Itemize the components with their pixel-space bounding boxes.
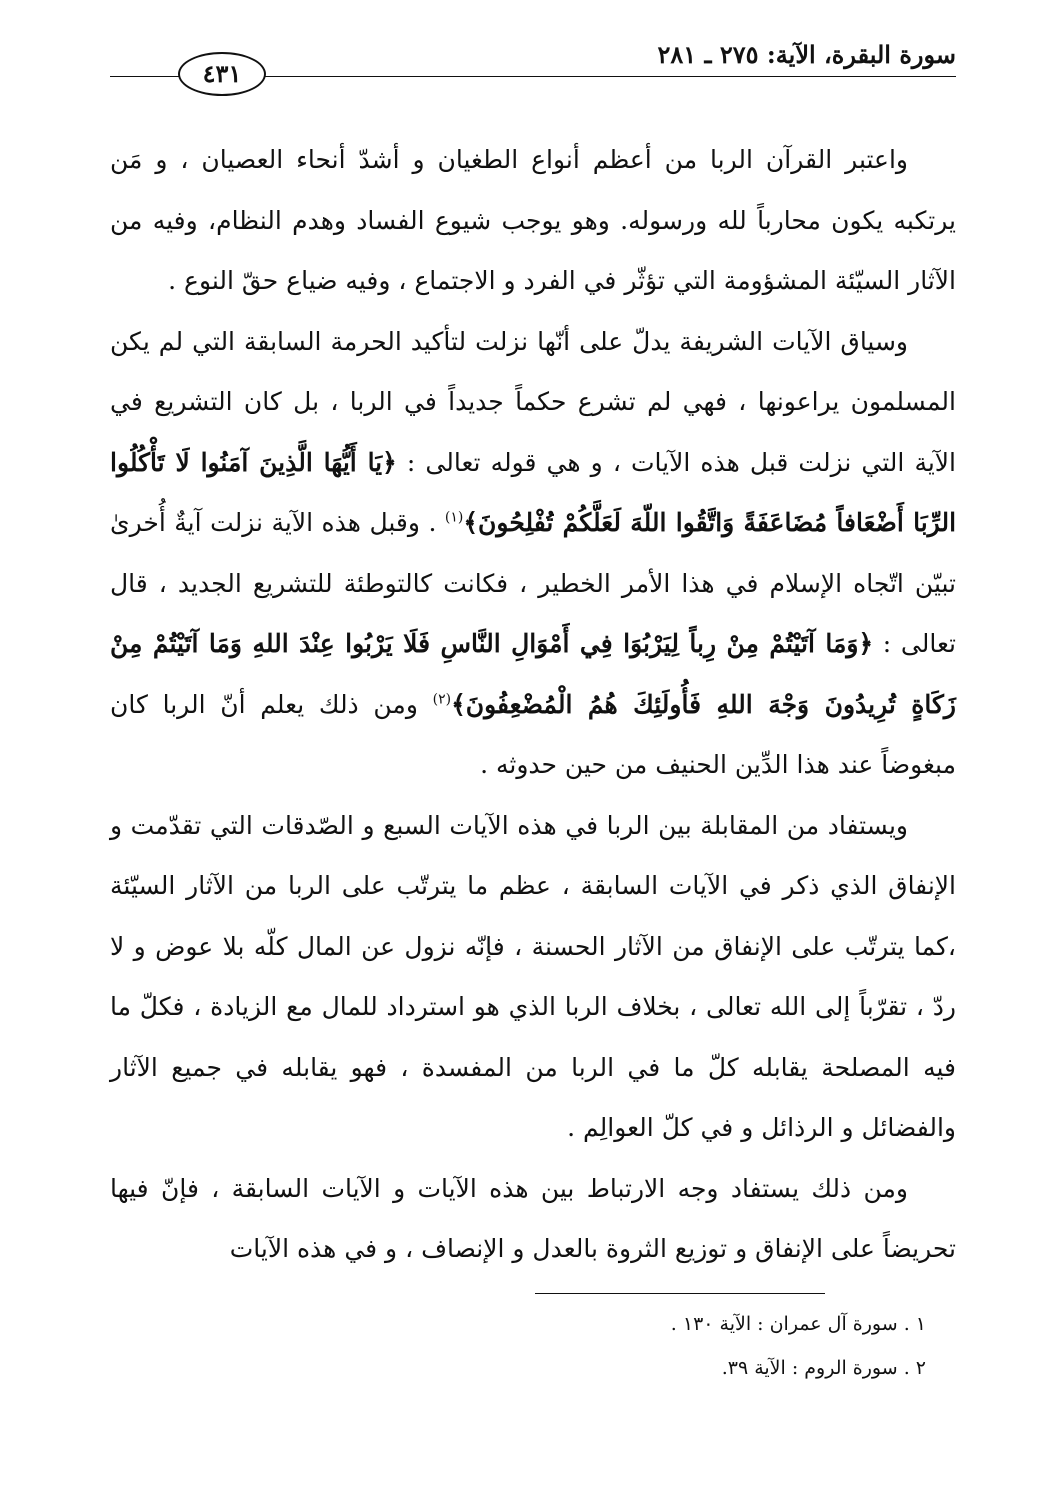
- quran-verse: ﴿وَمَا آتَيْتُمْ مِنْ رِباً لِيَرْبُوَا فِي أَمْوَالِ النَّاسِ فَلَا يَرْبُوا عِنْدَ اللهِ وَمَا آتَيْتُمْ مِنْ زَكَاةٍ تُرِيدُونَ وَجْهَ اللهِ فَأُولَئِكَ هُمُ الْمُضْعِفُونَ﴾: [110, 629, 957, 719]
- header-title: سورة البقرة، الآية: ٢٧٥ ـ ٢٨١: [657, 40, 956, 69]
- footnote-marker: (١): [444, 509, 464, 526]
- paragraph: [110, 130, 956, 312]
- footnote-divider: [535, 1293, 825, 1294]
- running-header: [110, 40, 956, 88]
- footnote: ٢ . سورة الروم : الآية ٣٩.: [721, 1357, 926, 1379]
- paragraph: [110, 796, 956, 1159]
- paragraph: [110, 312, 956, 796]
- page-number: ٤٣١: [178, 52, 266, 96]
- text-run: واعتبر القرآن الربا من أعظم أنواع الطغيان و أشدّ أنحاء العصيان ، و مَن يرتكبه يكون محارباً لله ورسوله. وهو يوجب شيوع الفساد وهدم النظام، وفيه من الآثار السيّئة المشؤومة التي تؤثّر في الفرد و الاجتماع ، وفيه ضياع حقّ النوع .: [110, 145, 956, 295]
- quran-verse: ﴿يَا أَيُّهَا الَّذِينَ آمَنُوا لَا تَأْكُلُوا الرِّبَا أَضْعَافاً مُضَاعَفَةً وَاتَّقُوا اللّهَ لَعَلَّكُمْ تُفْلِحُونَ﴾: [110, 447, 957, 537]
- body-text: [110, 130, 956, 1280]
- footnotes: [110, 1313, 956, 1401]
- footnote-marker: (٢): [432, 691, 452, 708]
- text-run: وسياق الآيات الشريفة يدلّ على أنّها نزلت لتأكيد الحرمة السابقة التي لم يكن المسلمون يراعونها ، فهي لم تشرع حكماً جديداً في الربا ، بل كان التشريع في الآية التي نزلت قبل هذه الآيات ، و هي قوله تعالى :: [110, 326, 957, 477]
- text-run: . وقبل هذه الآية نزلت آيةٌ أُخرىٰ تبيّن اتّجاه الإسلام في هذا الأمر الخطير ، فكانت كالتوطئة للتشريع الجديد ، قال تعالى :: [110, 508, 956, 658]
- paragraph: [110, 1159, 956, 1280]
- footnote: ١ . سورة آل عمران : الآية ١٣٠ .: [670, 1313, 926, 1335]
- text-run: ومن ذلك يستفاد وجه الارتباط بين هذه الآيات و الآيات السابقة ، فإنّ فيها تحريضاً على الإنفاق و توزيع الثروة بالعدل و الإنصاف ، و في هذه الآيات: [110, 1173, 956, 1263]
- text-run: ومن ذلك يعلم أنّ الربا كان مبغوضاً عند هذا الدِّين الحنيف من حين حدوثه .: [110, 689, 956, 779]
- text-run: ويستفاد من المقابلة بين الربا في هذه الآيات السبع و الصّدقات التي تقدّمت و الإنفاق الذي ذكر في الآيات السابقة ، عظم ما يترتّب على الربا من الآثار السيّئة ،كما يترتّب على الإنفاق من الآثار الحسنة ، فإنّه نزول عن المال كلّه بلا عوض و لا ردّ ، تقرّباً إلى الله تعالى ، بخلاف الربا الذي هو استرداد للمال مع الزيادة ، فكلّ ما فيه المصلحة يقابله كلّ ما في الربا من المفسدة ، فهو يقابله في جميع الآثار والفضائل و الرذائل و في كلّ العوالِم .: [110, 810, 956, 1142]
